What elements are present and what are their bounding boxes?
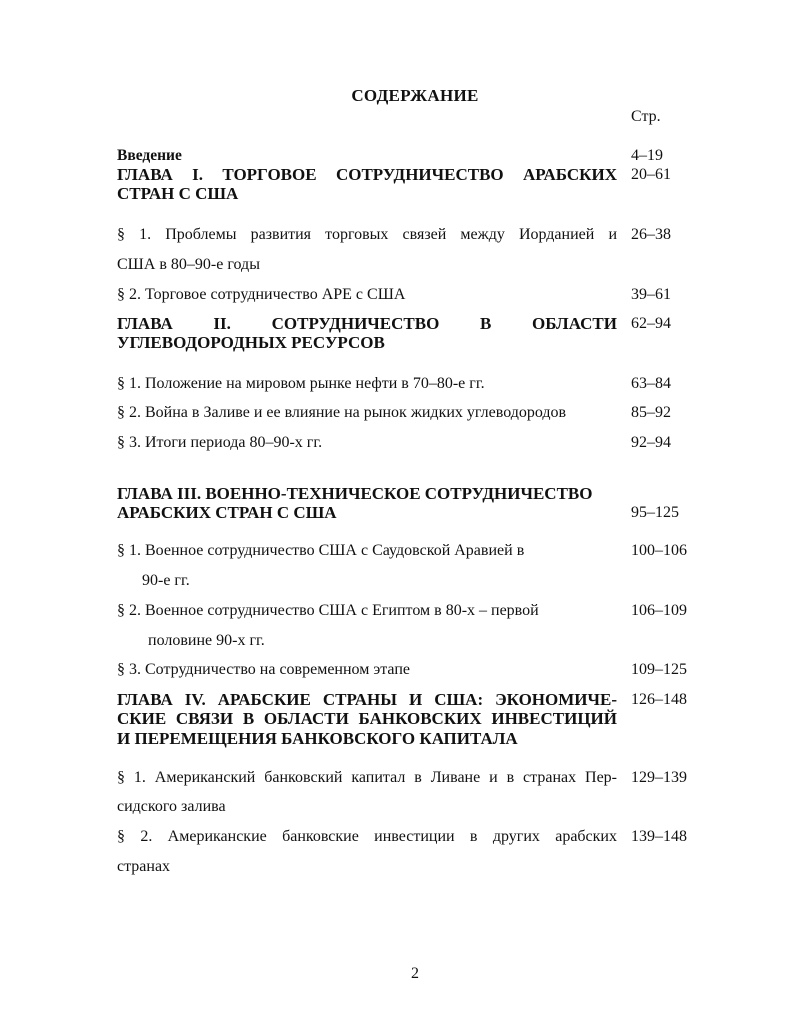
toc-page-section-2-2: 85–92 <box>631 404 671 421</box>
page-number: 2 <box>411 965 419 982</box>
toc-page-section-3-2: 106–109 <box>631 602 687 619</box>
page-column-label: Стр. <box>631 108 661 125</box>
toc-chapter-3-line-1: ГЛАВА III. ВОЕННО-ТЕХНИЧЕСКОЕ СОТРУДНИЧЕСТВО <box>117 484 593 503</box>
toc-section-2-3: § 3. Итоги периода 80–90-х гг. <box>117 434 323 451</box>
toc-section-3-3: § 3. Сотрудничество на современном этапе <box>117 661 410 678</box>
toc-chapter-4-line-1: ГЛАВА IV. АРАБСКИЕ СТРАНЫ И США: ЭКОНОМИЧЕ- <box>117 690 617 709</box>
toc-page-section-2-1: 63–84 <box>631 375 671 392</box>
toc-page-chapter-4: 126–148 <box>631 691 687 708</box>
toc-page-section-1-1: 26–38 <box>631 226 671 243</box>
toc-page-intro: 4–19 <box>631 147 663 164</box>
toc-page-chapter-2: 62–94 <box>631 315 671 332</box>
toc-chapter-4-line-2: СКИЕ СВЯЗИ В ОБЛАСТИ БАНКОВСКИХ ИНВЕСТИЦИЙ <box>117 709 617 728</box>
toc-chapter-4-line-3: И ПЕРЕМЕЩЕНИЯ БАНКОВСКОГО КАПИТАЛА <box>117 729 518 748</box>
toc-section-3-2-line-2: половине 90-х гг. <box>148 632 265 649</box>
toc-section-4-1-line-1: § 1. Американский банковский капитал в Ливане и в странах Пер- <box>117 769 617 786</box>
toc-page-section-3-3: 109–125 <box>631 661 687 678</box>
toc-page-section-4-1: 129–139 <box>631 769 687 786</box>
page-title: СОДЕРЖАНИЕ <box>351 86 479 105</box>
toc-chapter-1-line-1: ГЛАВА I. ТОРГОВОЕ СОТРУДНИЧЕСТВО АРАБСКИХ <box>117 165 617 184</box>
toc-section-2-2: § 2. Война в Заливе и ее влияние на рынок жидких углеводородов <box>117 404 567 421</box>
toc-section-4-2-line-1: § 2. Американские банковские инвестиции в других арабских <box>117 828 617 845</box>
toc-section-1-1-line-2: США в 80–90-е годы <box>117 256 260 273</box>
toc-section-3-1-line-2: 90-е гг. <box>142 572 190 589</box>
toc-page-section-4-2: 139–148 <box>631 828 687 845</box>
toc-page-section-1-2: 39–61 <box>631 286 671 303</box>
toc-chapter-1-line-2: СТРАН С США <box>117 184 239 203</box>
toc-page-chapter-3: 95–125 <box>631 504 679 521</box>
toc-section-1-2: § 2. Торговое сотрудничество АРЕ с США <box>117 286 406 303</box>
toc-chapter-3-line-2: АРАБСКИХ СТРАН С США <box>117 503 337 522</box>
toc-chapter-2-line-2: УГЛЕВОДОРОДНЫХ РЕСУРСОВ <box>117 333 385 352</box>
toc-section-4-2-line-2: странах <box>117 858 171 875</box>
toc-chapter-2-line-1: ГЛАВА II. СОТРУДНИЧЕСТВО В ОБЛАСТИ <box>117 314 617 333</box>
toc-section-1-1-line-1: § 1. Проблемы развития торговых связей между Иорданией и <box>117 226 617 243</box>
toc-section-2-1: § 1. Положение на мировом рынке нефти в 70–80-е гг. <box>117 375 485 392</box>
toc-page-section-3-1: 100–106 <box>631 542 687 559</box>
toc-page-chapter-1: 20–61 <box>631 166 671 183</box>
toc-page-section-2-3: 92–94 <box>631 434 671 451</box>
toc-entry-intro: Введение <box>117 147 182 164</box>
toc-section-3-1-line-1: § 1. Военное сотрудничество США с Саудовской Аравией в <box>117 542 525 559</box>
toc-section-3-2-line-1: § 2. Военное сотрудничество США с Египтом в 80-х – первой <box>117 602 539 619</box>
toc-section-4-1-line-2: сидского залива <box>117 798 226 815</box>
